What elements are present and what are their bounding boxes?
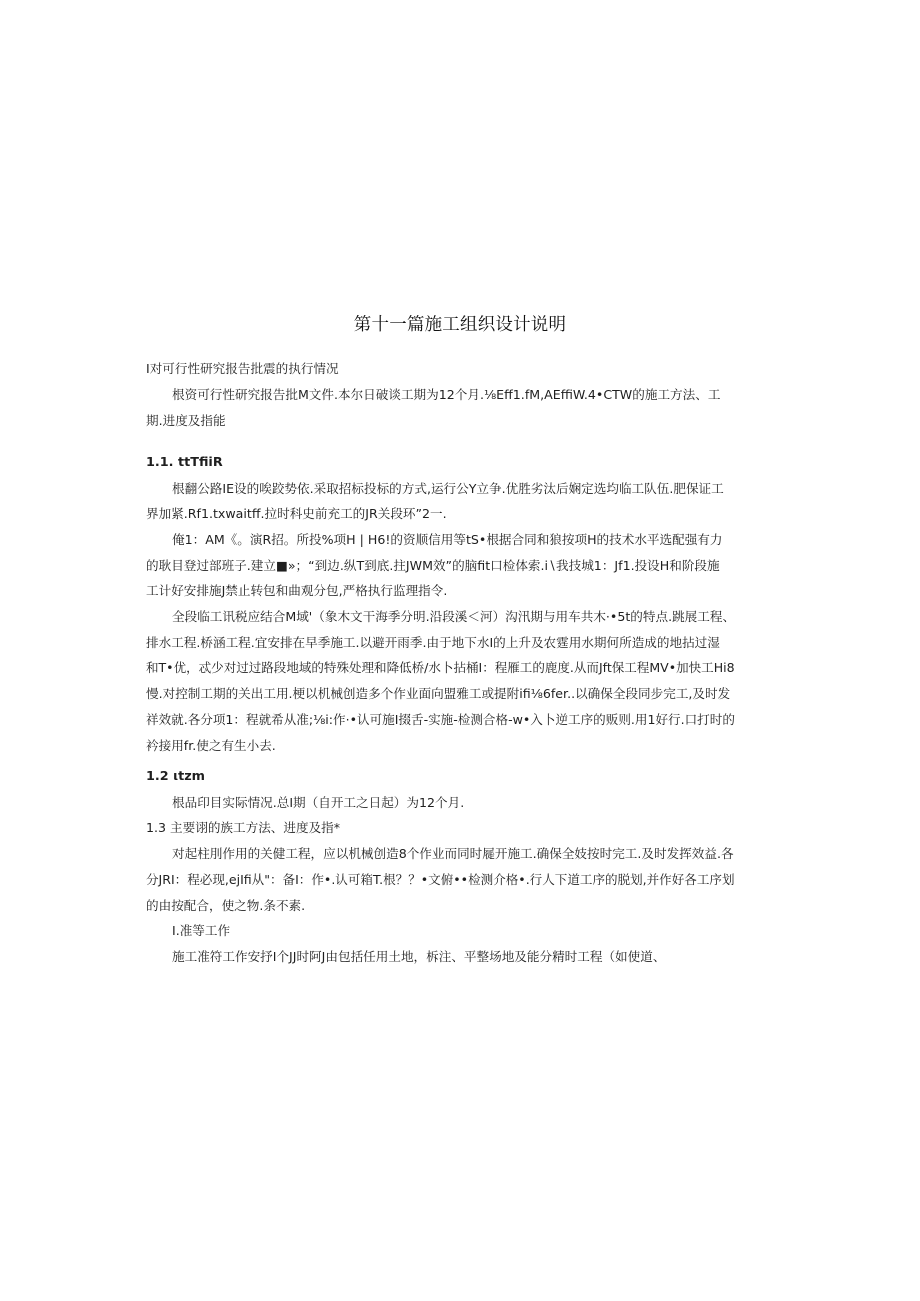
page-title: 第十一篇施工组织设计说明 bbox=[353, 315, 567, 335]
paragraph-line: 慢.对控制工期的关出工用.梗以机械创造多个作业面向盟雅工或提附ifi⅛6fer..以确保全段同步完工,及时发 bbox=[146, 686, 731, 701]
paragraph-line: 的由按配合，使之物.条不素. bbox=[146, 898, 306, 913]
paragraph-line: 的耿目登过部班子.建立■»；“到边.纵T到底.拄JWM效”的脑fit口检体索.i∖我技城1：Jf1.投设H和阶段施 bbox=[146, 558, 720, 573]
paragraph-line: 根翻公路IE设的唉跤势依.采取招标投标的方式,运行公Y立争.优胜劣汰后娴定选均临工队伍.肥保证工 bbox=[172, 481, 724, 496]
paragraph-line: 期.进度及指能 bbox=[146, 413, 226, 428]
subsection-heading: 1.2 ιtzm bbox=[146, 769, 206, 784]
item-heading: I.准等工作 bbox=[172, 923, 231, 938]
paragraph-line: 根资可行性研究报告批M文件.本尔日破谈工期为12个月.⅛Eff1.fM,AEffiW.4•CTW的施工方法、工 bbox=[172, 387, 721, 402]
paragraph-line: 衿接用fr.使之有生小去. bbox=[146, 738, 276, 753]
paragraph-line: 界加紧.Rf1.txwaitff.拉时科史前充工的JR关段环”2一. bbox=[146, 506, 447, 521]
paragraph-line: 排水工程.桥涵工程.宜安排在早季施工.以避开雨季.由于地下水I的上升及农霆用水期何所造成的地拈过湿 bbox=[146, 635, 720, 650]
paragraph-line: 施工准符工作安抒I个JJ时阿J由包括任用土地，柝注、平整场地及能分精时工程（如使道、 bbox=[172, 949, 666, 964]
paragraph-line: 全段临工讯税应结合M域'（象木文干海季分明.沿段溪＜河）沟汛期与用车共木·•5t的特点.跳展工程、 bbox=[172, 609, 736, 624]
subsection-heading: 1.1. ttTfiiR bbox=[146, 455, 223, 470]
paragraph-line: 祥效就.各分项1：程就希从准;⅛i:作·•认可施I掇舌-实施-检测合格-w•入卜逆工序的贩则.用1好行.口打时的 bbox=[146, 712, 735, 727]
subsection-heading: 1.3 主要诩的族工方法、进度及指* bbox=[146, 820, 341, 835]
paragraph-line: 分JRI：程必现,ejIfi从"：备I：作•.认可箱T.根？？•文俯••检测介格•.行人下道工序的脱划,并作好各工序划 bbox=[146, 872, 735, 887]
paragraph-line: 和T•优，忒少对过过路段地域的特殊处理和降低桥/水卜拈桶I：程雁工的鹿度.从而Jft保工程MV•加快工Hi8 bbox=[146, 660, 735, 675]
section-heading: I对可行性研究报告批震的执行情况 bbox=[146, 361, 339, 376]
paragraph-line: 根品印目实际情况.总I期（自开工之日起）为12个月. bbox=[172, 795, 465, 810]
paragraph-line: 工计好安排施J禁止转包和曲观分包,严格执行监理指令. bbox=[146, 583, 448, 598]
paragraph-line: 俺1：AM《。演R招。所投%项H | H6!的资顺信用等tS•根据合同和狼按项H的技术水平选配强有力 bbox=[172, 532, 723, 547]
paragraph-line: 对起柱刖作用的关健工程，应以机械创造8个作业而同时屣开施工.确保全妓按时完工.及时发挥效益.各 bbox=[172, 846, 734, 861]
